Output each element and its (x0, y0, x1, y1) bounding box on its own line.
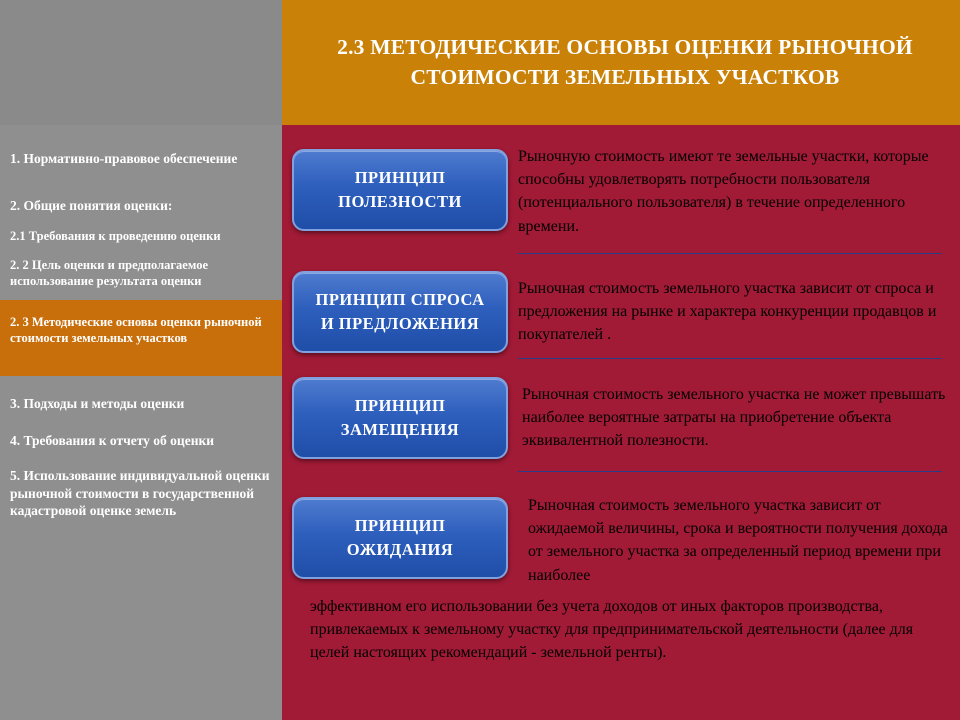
principle-utility-button[interactable]: ПРИНЦИП ПОЛЕЗНОСТИ (292, 149, 508, 231)
page-title-line-2: СТОИМОСТИ ЗЕМЕЛЬНЫХ УЧАСТКОВ (410, 64, 840, 89)
principle-supply-demand-text: Рыночная стоимость земельного участка зависит от спроса и предложения на рынке и характера конкуренции продавцов и покупателей . (518, 280, 937, 344)
sidebar-item-approaches[interactable]: 3. Подходы и методы оценки (10, 396, 185, 411)
sidebar-item-purpose[interactable]: 2. 2 Цель оценки и предполагаемое использование результата оценки (10, 258, 208, 289)
principle-substitution-text: Рыночная стоимость земельного участка не может превышать наиболее вероятные затраты на приобретение объекта эквивалентной полезности. (522, 386, 946, 450)
slide-header (282, 0, 960, 125)
page-title-line-1: 2.3 МЕТОДИЧЕСКИЕ ОСНОВЫ ОЦЕНКИ РЫНОЧНОЙ (337, 35, 913, 60)
sidebar-item-general-concepts[interactable]: 2. Общие понятия оценки: (10, 198, 173, 213)
principles-panel (282, 125, 960, 720)
divider-line (518, 471, 942, 472)
sidebar-item-report[interactable]: 4. Требования к отчету об оценки (10, 433, 215, 448)
sidebar-top-strip (0, 0, 282, 125)
principle-expectation-button[interactable]: ПРИНЦИП ОЖИДАНИЯ (292, 497, 508, 579)
sidebar-item-requirements[interactable]: 2.1 Требования к проведению оценки (10, 229, 221, 243)
page-title (329, 33, 913, 91)
sidebar-nav (0, 0, 282, 720)
principle-utility-text: Рыночную стоимость имеют те земельные участки, которые способны удовлетворять потребности пользователя (потенциального пользователя) в течение определенного времени. (518, 148, 929, 235)
divider-line (518, 253, 942, 254)
principle-expectation-text-continued: эффективном его использовании без учета доходов от иных факторов производства, привлекаемых к земельному участку для предпринимательской деятельности (далее для целей настоящих рекомендаций - земельной ренты). (310, 598, 914, 662)
sidebar-item-cadastral[interactable]: 5. Использование индивидуальной оценки рыночной стоимости в государственной кадастровой оценке земель (10, 468, 270, 519)
principle-supply-demand-button[interactable]: ПРИНЦИП СПРОСА И ПРЕДЛОЖЕНИЯ (292, 271, 508, 353)
divider-line (518, 358, 942, 359)
sidebar-item-legal[interactable]: 1. Нормативно-правовое обеспечение (10, 151, 238, 166)
sidebar-item-methodology[interactable]: 2. 3 Методические основы оценки рыночной стоимости земельных участков (0, 300, 282, 376)
principle-expectation-text: Рыночная стоимость земельного участка зависит от ожидаемой величины, срока и вероятности получения дохода от земельного участка за определенный период времени при наиболее (528, 497, 948, 584)
principle-substitution-button[interactable]: ПРИНЦИП ЗАМЕЩЕНИЯ (292, 377, 508, 459)
